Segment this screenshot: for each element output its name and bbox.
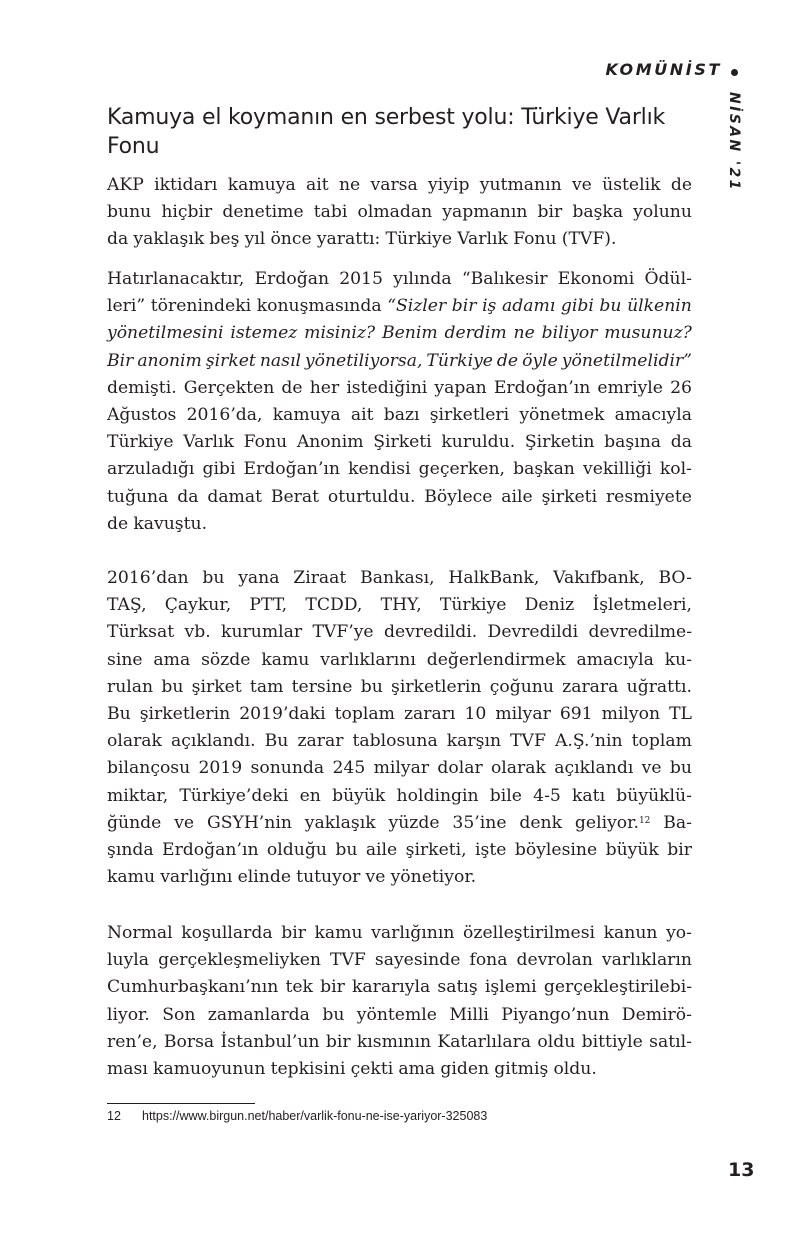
text-line: 2016’dan bu yana Ziraat Bankası, HalkBank, Vakıfbank, BO-	[107, 568, 692, 588]
text-line: Normal koşullarda bir kamu varlığının özelleştirilmesi kanun yo-	[107, 923, 692, 943]
text-line: rulan bu şirket tam tersine bu şirketlerin çoğunu zarara uğrattı.	[107, 676, 692, 697]
text-line: bunu hiçbir denetime tabi olmadan yapmanın bir başka yolunu	[107, 202, 692, 223]
text-line: arzuladığı gibi Erdoğan’ın kendisi geçerken, başkan vekilliği kol-	[107, 459, 692, 480]
paragraph-3	[107, 565, 692, 891]
text-line-quote: Bir anonim şirket nasıl yönetiliyorsa, Türkiye de öyle yönetilmelidir”	[107, 350, 692, 371]
text-line: Cumhurbaşkanı’nın tek bir kararıyla satış işlemi gerçekleştirilebi-	[107, 977, 692, 998]
paragraph-1	[107, 172, 692, 254]
footnote-divider	[107, 1103, 255, 1104]
text-line: AKP iktidarı kamuya ait ne varsa yiyip yutmanın ve üstelik de	[107, 175, 692, 195]
text-line: luyla gerçekleşmeliyken TVF sayesinde fona devrolan varlıkların	[107, 950, 692, 971]
paragraph-4	[107, 920, 692, 1083]
text-line: de kavuştu.	[107, 513, 208, 534]
text-line: Ağustos 2016’da, kamuya ait bazı şirketleri yönetmek amacıyla	[107, 405, 692, 426]
text-line: Türksat vb. kurumlar TVF’ye devredildi. Devredildi devredilme-	[107, 622, 692, 643]
text-line: şında Erdoğan’ın olduğu bu aile şirketi, işte böylesine büyük bir	[107, 840, 692, 861]
page-number: 13	[728, 1159, 755, 1181]
text-line: demişti. Gerçekten de her istediğini yapan Erdoğan’ın emriyle 26	[107, 377, 692, 398]
text-line: ren’e, Borsa İstanbul’un bir kısmının Katarlılara oldu bittiyle satıl-	[107, 1031, 692, 1052]
text-line-with-quote: leri” törenindeki konuşmasında “Sizler bir iş adamı gibi bu ülkenin	[107, 296, 692, 317]
text-line: miktar, Türkiye’deki en büyük holdingin bile 4-5 katı büyüklü-	[107, 785, 692, 806]
text-line: tuğuna da damat Berat oturtuldu. Böylece aile şirketi resmiyete	[107, 486, 692, 507]
text-line: da yaklaşık beş yıl önce yarattı: Türkiye Varlık Fonu (TVF).	[107, 229, 617, 250]
article-title: Kamuya el koymanın en serbest yolu: Türkiye Varlık Fonu	[107, 105, 666, 159]
issue-date: NİSAN '21	[726, 92, 742, 192]
text-line: Hatırlanacaktır, Erdoğan 2015 yılında “Balıkesir Ekonomi Ödül-	[107, 269, 692, 289]
text-line: kamu varlığını elinde tutuyor ve yönetiyor.	[107, 867, 477, 888]
text-line: bilançosu 2019 sonunda 245 milyar dolar olarak açıklandı ve bu	[107, 758, 692, 779]
text-line-quote: yönetilmesini istemez misiniz? Benim derdim ne biliyor musunuz?	[107, 323, 692, 344]
text-line: sine ama sözde kamu varlıklarını değerlendirmek amacıyla ku-	[107, 649, 692, 670]
paragraph-2	[107, 266, 692, 538]
text-line: olarak açıklandı. Bu zarar tablosuna karşın TVF A.Ş.’nin toplam	[107, 731, 692, 752]
text-line: Türkiye Varlık Fonu Anonim Şirketi kuruldu. Şirketin başına da	[107, 432, 692, 453]
text-line-with-footnote-ref: ğünde ve GSYH’nin yaklaşık yüzde 35’ine denk geliyor.$^{12}$ Ba-	[107, 812, 692, 833]
footnote-number: 12	[107, 1109, 121, 1123]
text-line: TAŞ, Çaykur, PTT, TCDD, THY, Türkiye Deniz İşletmeleri,	[107, 595, 692, 616]
footnote-ref[interactable]: 12	[638, 815, 651, 826]
text-line: ması kamuoyunun tepkisini çekti ama giden gitmiş oldu.	[107, 1059, 597, 1080]
text-line: Bu şirketlerin 2019’daki toplam zararı 10 milyar 691 milyon TL	[107, 704, 692, 725]
footnote	[107, 1109, 487, 1123]
footnote-link[interactable]: https://www.birgun.net/haber/varlik-fonu-ne-ise-yariyor-325083	[142, 1109, 488, 1123]
bullet-dot-icon	[731, 69, 738, 76]
magazine-name: KOMÜNİST	[605, 60, 722, 79]
text-line: liyor. Son zamanlarda bu yöntemle Milli Piyango’nun Demirö-	[107, 1004, 692, 1025]
